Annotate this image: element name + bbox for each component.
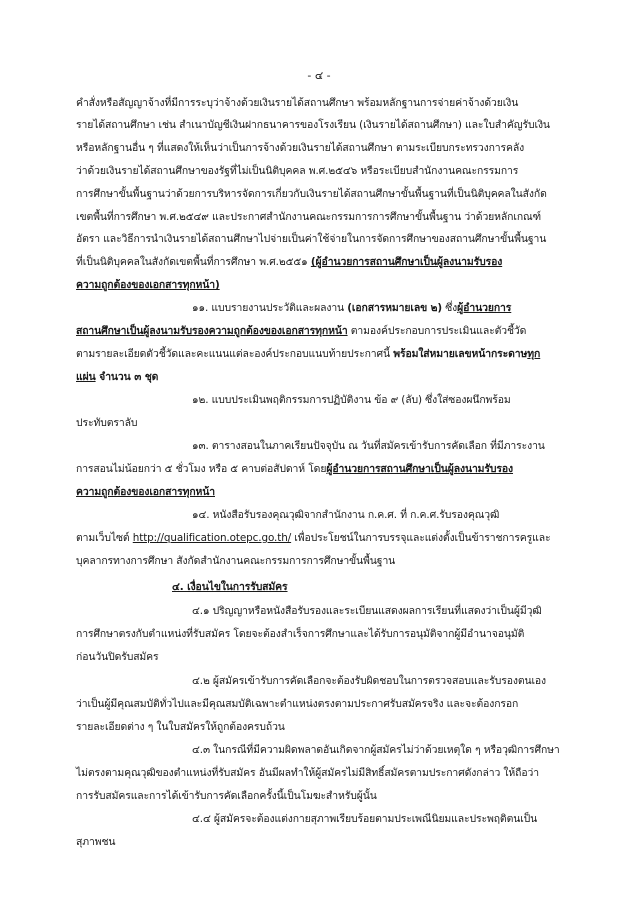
- item-4-2: ๔.๒ ผู้สมัครเข้ารับการคัดเลือกจะต้องรับผิดชอบในการตรวจสอบและรับรองตนเอง: [192, 675, 547, 687]
- text-line: คำสั่งหรือสัญญาจ้างที่มีการระบุว่าจ้างด้วยเงินรายได้สถานศึกษา พร้อมหลักฐานการจ่ายค่าจ้างด้วยเงิน: [76, 97, 519, 109]
- item-12: ๑๒. แบบประเมินพฤติกรรมการปฏิบัติงาน ข้อ ๙ (ลับ) ซึ่งใส่ซองผนึกพร้อม: [192, 394, 511, 406]
- text-line: ความถูกต้องของเอกสารทุกหน้า): [76, 279, 220, 291]
- text-line: รายละเอียดต่าง ๆ ในใบสมัครให้ถูกต้องครบถ้วน: [76, 721, 285, 733]
- text-line: การรับสมัครและการได้เข้ารับการคัดเลือกครั้งนี้เป็นโมฆะสำหรับผู้นั้น: [76, 790, 377, 802]
- text-line: สถานศึกษาเป็นผู้ลงนามรับรองความถูกต้องของเอกสารทุกหน้า ตามองค์ประกอบการประเมินและตัวชี้วัด: [76, 325, 527, 337]
- text-line: ความถูกต้องของเอกสารทุกหน้า: [76, 486, 215, 498]
- item-11: ๑๑. แบบรายงานประวัติและผลงาน (เอกสารหมายเลข ๒) ซึ่งผู้อำนวยการ: [192, 302, 512, 314]
- text-line: การศึกษาขั้นพื้นฐานว่าด้วยการบริหารจัดการเกี่ยวกับเงินรายได้สถานศึกษาขั้นพื้นฐานที่เป็นนิติบุคคลในสังกัด: [76, 188, 547, 200]
- text-line: อัตรา และวิธีการนำเงินรายได้สถานศึกษาไปจ่ายเป็นค่าใช้จ่ายในการจัดการศึกษาของสถานศึกษาขั้นพื้นฐาน: [76, 233, 547, 245]
- item-4-4: ๔.๔ ผู้สมัครจะต้องแต่งกายสุภาพเรียบร้อยตามประเพณีนิยมและประพฤติตนเป็น: [192, 813, 538, 825]
- item-4-3: ๔.๓ ในกรณีที่มีความผิดพลาดอันเกิดจากผู้สมัครไม่ว่าด้วยเหตุใด ๆ หรือวุฒิการศึกษา: [192, 744, 560, 756]
- item-4-1: ๔.๑ ปริญญาหรือหนังสือรับรองและระเบียนแสดงผลการเรียนที่แสดงว่าเป็นผู้มีวุฒิ: [192, 605, 542, 617]
- text-line: แผ่น จำนวน ๓ ชุด: [76, 371, 159, 383]
- section-heading-4: ๔. เงื่อนไขในการรับสมัคร: [172, 581, 288, 593]
- text-line: การสอนไม่น้อยกว่า ๕ ชั่วโมง หรือ ๕ คาบต่อสัปดาห์ โดยผู้อำนวยการสถานศึกษาเป็นผู้ลงนามรับรอง: [76, 463, 514, 475]
- text-line: เขตพื้นที่การศึกษา พ.ศ.๒๕๔๙ และประกาศสำนักงานคณะกรรมการการศึกษาขั้นพื้นฐาน ว่าด้วยหลักเกณฑ์: [76, 211, 542, 223]
- text-line: ก่อนวันปิดรับสมัคร: [76, 651, 159, 663]
- text-line: สุภาพชน: [76, 836, 116, 848]
- item-14: ๑๔. หนังสือรับรองคุณวุฒิจากสำนักงาน ก.ค.ศ. ที่ ก.ค.ศ.รับรองคุณวุฒิ: [192, 509, 500, 521]
- item-13: ๑๓. ตารางสอนในภาคเรียนปัจจุบัน ณ วันที่สมัครเข้ารับการคัดเลือก ที่มีภาระงาน: [192, 440, 545, 452]
- text-line: ว่าด้วยเงินรายได้สถานศึกษาของรัฐที่ไม่เป็นนิติบุคคล พ.ศ.๒๕๔๖ หรือระเบียบสำนักงานคณะกรรมการ: [76, 165, 519, 177]
- text-line: ตามรายละเอียดตัวชี้วัดและคะแนนแต่ละองค์ประกอบแนบท้ายประกาศนี้ พร้อมใส่หมายเลขหน้ากระดาษทุก: [76, 348, 541, 360]
- text-line: หรือหลักฐานอื่น ๆ ที่แสดงให้เห็นว่าเป็นการจ้างด้วยเงินรายได้สถานศึกษา ตามระเบียบกระทรวงการคลัง: [76, 142, 525, 154]
- qualification-link[interactable]: http://qualification.otepc.go.th/: [132, 532, 292, 544]
- text-line: ไม่ตรงตามคุณวุฒิของตำแหน่งที่รับสมัคร อันมีผลทำให้ผู้สมัครไม่มีสิทธิ์สมัครตามประกาศดังกล่าว ให้ถือว่า: [76, 767, 539, 779]
- text-line: ว่าเป็นผู้มีคุณสมบัติทั่วไปและมีคุณสมบัติเฉพาะตำแหน่งตรงตามประกาศรับสมัครจริง และจะต้องกรอก: [76, 698, 519, 710]
- text-line: การศึกษาตรงกับตำแหน่งที่รับสมัคร โดยจะต้องสำเร็จการศึกษาและได้รับการอนุมัติจากผู้มีอำนาจอนุมัติ: [76, 628, 525, 640]
- text-line: ที่เป็นนิติบุคคลในสังกัดเขตพื้นที่การศึกษา พ.ศ.๒๕๕๑ (ผู้อำนวยการสถานศึกษาเป็นผู้ลงนามรับรอง: [76, 256, 503, 268]
- text-line: รายได้สถานศึกษา เช่น สำเนาบัญชีเงินฝากธนาคารของโรงเรียน (เงินรายได้สถานศึกษา) และใบสำคัญรับเงิน: [76, 119, 550, 131]
- text-line: บุคลากรทางการศึกษา สังกัดสำนักงานคณะกรรมการการศึกษาขั้นพื้นฐาน: [76, 555, 396, 567]
- text-line: ประทับตราลับ: [76, 417, 138, 429]
- page-number: - ๔ -: [307, 69, 331, 82]
- text-line: ตามเว็บไซต์ http://qualification.otepc.go.th/ เพื่อประโยชน์ในการบรรจุและแต่งตั้งเป็นข้าราชการครูและ: [76, 532, 551, 544]
